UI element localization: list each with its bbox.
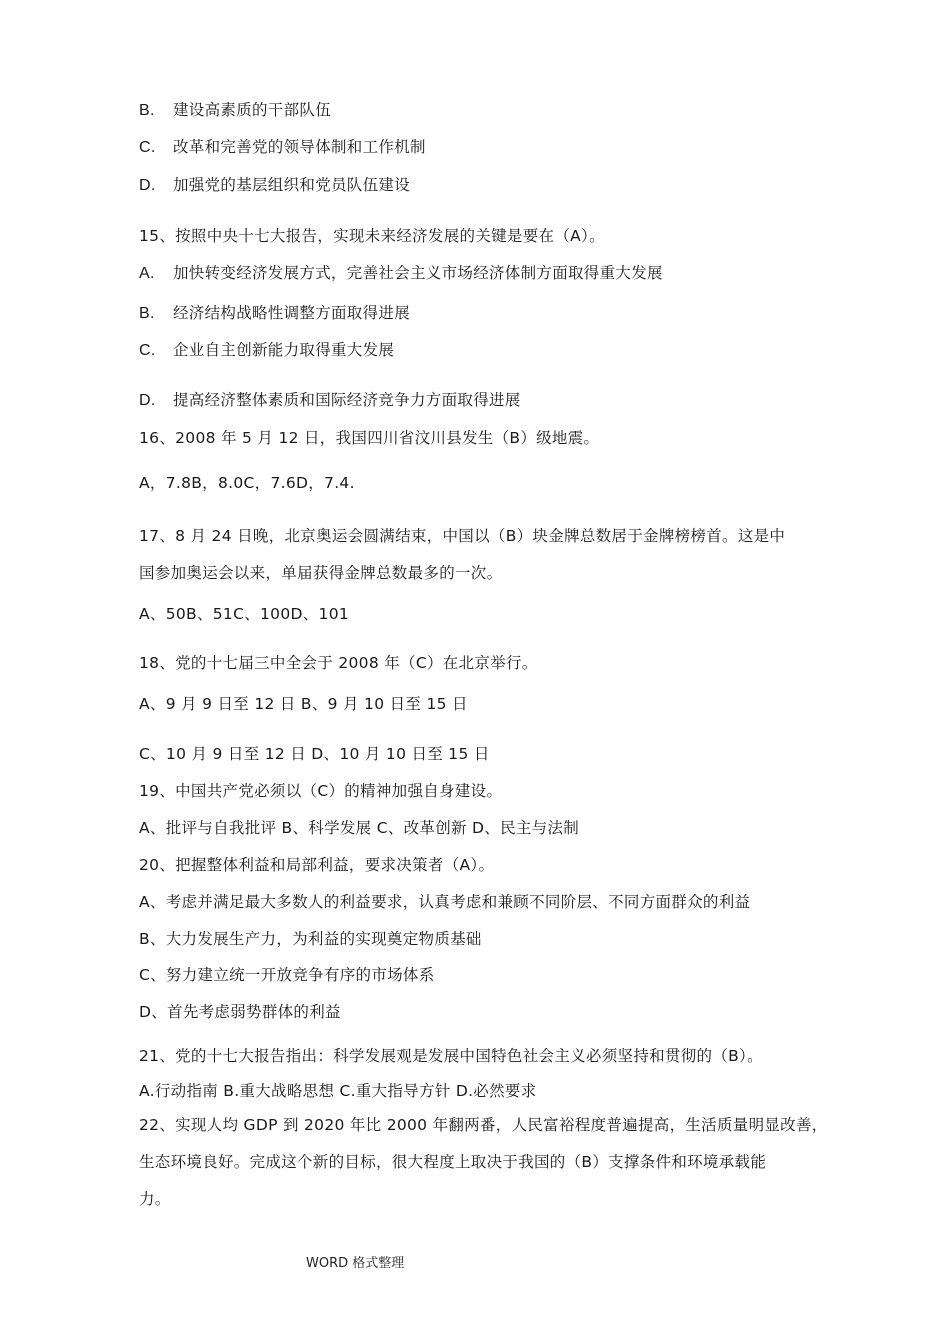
option-letter: D. bbox=[139, 177, 156, 194]
option-letter: C. bbox=[139, 342, 156, 359]
question-line: 16、2008 年 5 月 12 日，我国四川省汶川县发生（B）级地震。 bbox=[139, 429, 600, 447]
option-line bbox=[139, 263, 663, 284]
option-text: 企业自主创新能力取得重大发展 bbox=[173, 341, 395, 359]
option-letter: D. bbox=[139, 392, 156, 409]
answer-line: A，7.8B，8.0C，7.6D，7.4. bbox=[139, 474, 355, 492]
question-line: 15、按照中央十七大报告，实现未来经济发展的关键是要在（A）。 bbox=[139, 227, 605, 245]
answer-line: A、9 月 9 日至 12 日 B、9 月 10 日至 15 日 bbox=[139, 695, 468, 713]
option-line bbox=[139, 340, 394, 361]
question-line: 力。 bbox=[139, 1190, 171, 1208]
question-line: 生态环境良好。完成这个新的目标，很大程度上取决于我国的（B）支撑条件和环境承载能 bbox=[139, 1153, 767, 1171]
answer-line: A、批评与自我批评 B、科学发展 C、改革创新 D、民主与法制 bbox=[139, 819, 580, 837]
question-line: 18、党的十七届三中全会于 2008 年（C）在北京举行。 bbox=[139, 654, 538, 672]
option-text: 提高经济整体素质和国际经济竞争力方面取得进展 bbox=[173, 391, 521, 409]
answer-line: A、50B、51C、100D、101 bbox=[139, 605, 350, 623]
option-line bbox=[139, 175, 410, 196]
option-line bbox=[139, 100, 331, 121]
option-text: 改革和完善党的领导体制和工作机制 bbox=[173, 138, 426, 156]
option-letter: B. bbox=[139, 305, 155, 322]
option-text: 加快转变经济发展方式，完善社会主义市场经济体制方面取得重大发展 bbox=[173, 264, 663, 282]
question-line: 国参加奥运会以来，单届获得金牌总数最多的一次。 bbox=[139, 564, 503, 582]
question-line: 17、8 月 24 日晚，北京奥运会圆满结束，中国以（B）块金牌总数居于金牌榜榜首。这是中 bbox=[139, 527, 786, 545]
option-letter: C. bbox=[139, 139, 156, 156]
option-line bbox=[139, 303, 410, 324]
answer-line: C、努力建立统一开放竞争有序的市场体系 bbox=[139, 966, 435, 984]
option-line bbox=[139, 390, 521, 411]
question-line: 19、中国共产党必须以（C）的精神加强自身建设。 bbox=[139, 782, 503, 800]
option-text: 经济结构战略性调整方面取得进展 bbox=[173, 304, 411, 322]
option-text: 加强党的基层组织和党员队伍建设 bbox=[173, 176, 411, 194]
question-line: 22、实现人均 GDP 到 2020 年比 2000 年翻两番，人民富裕程度普遍提高，生活质量明显改善， bbox=[139, 1116, 828, 1134]
answer-line: A、考虑并满足最大多数人的利益要求，认真考虑和兼顾不同阶层、不同方面群众的利益 bbox=[139, 893, 751, 911]
answer-line: C、10 月 9 日至 12 日 D、10 月 10 日至 15 日 bbox=[139, 745, 490, 763]
question-line: 21、党的十七大报告指出：科学发展观是发展中国特色社会主义必须坚持和贯彻的（B）。 bbox=[139, 1047, 763, 1065]
option-line bbox=[139, 137, 426, 158]
question-line: 20、把握整体利益和局部利益，要求决策者（A）。 bbox=[139, 856, 495, 874]
option-letter: A. bbox=[139, 265, 155, 282]
answer-line: B、大力发展生产力，为利益的实现奠定物质基础 bbox=[139, 930, 482, 948]
answer-line: D、首先考虑弱势群体的利益 bbox=[139, 1003, 341, 1021]
answer-line: A.行动指南 B.重大战略思想 C.重大指导方针 D.必然要求 bbox=[139, 1082, 537, 1100]
option-text: 建设高素质的干部队伍 bbox=[173, 101, 332, 119]
option-letter: B. bbox=[139, 102, 155, 119]
page-footer: WORD 格式整理 bbox=[306, 1256, 405, 1271]
